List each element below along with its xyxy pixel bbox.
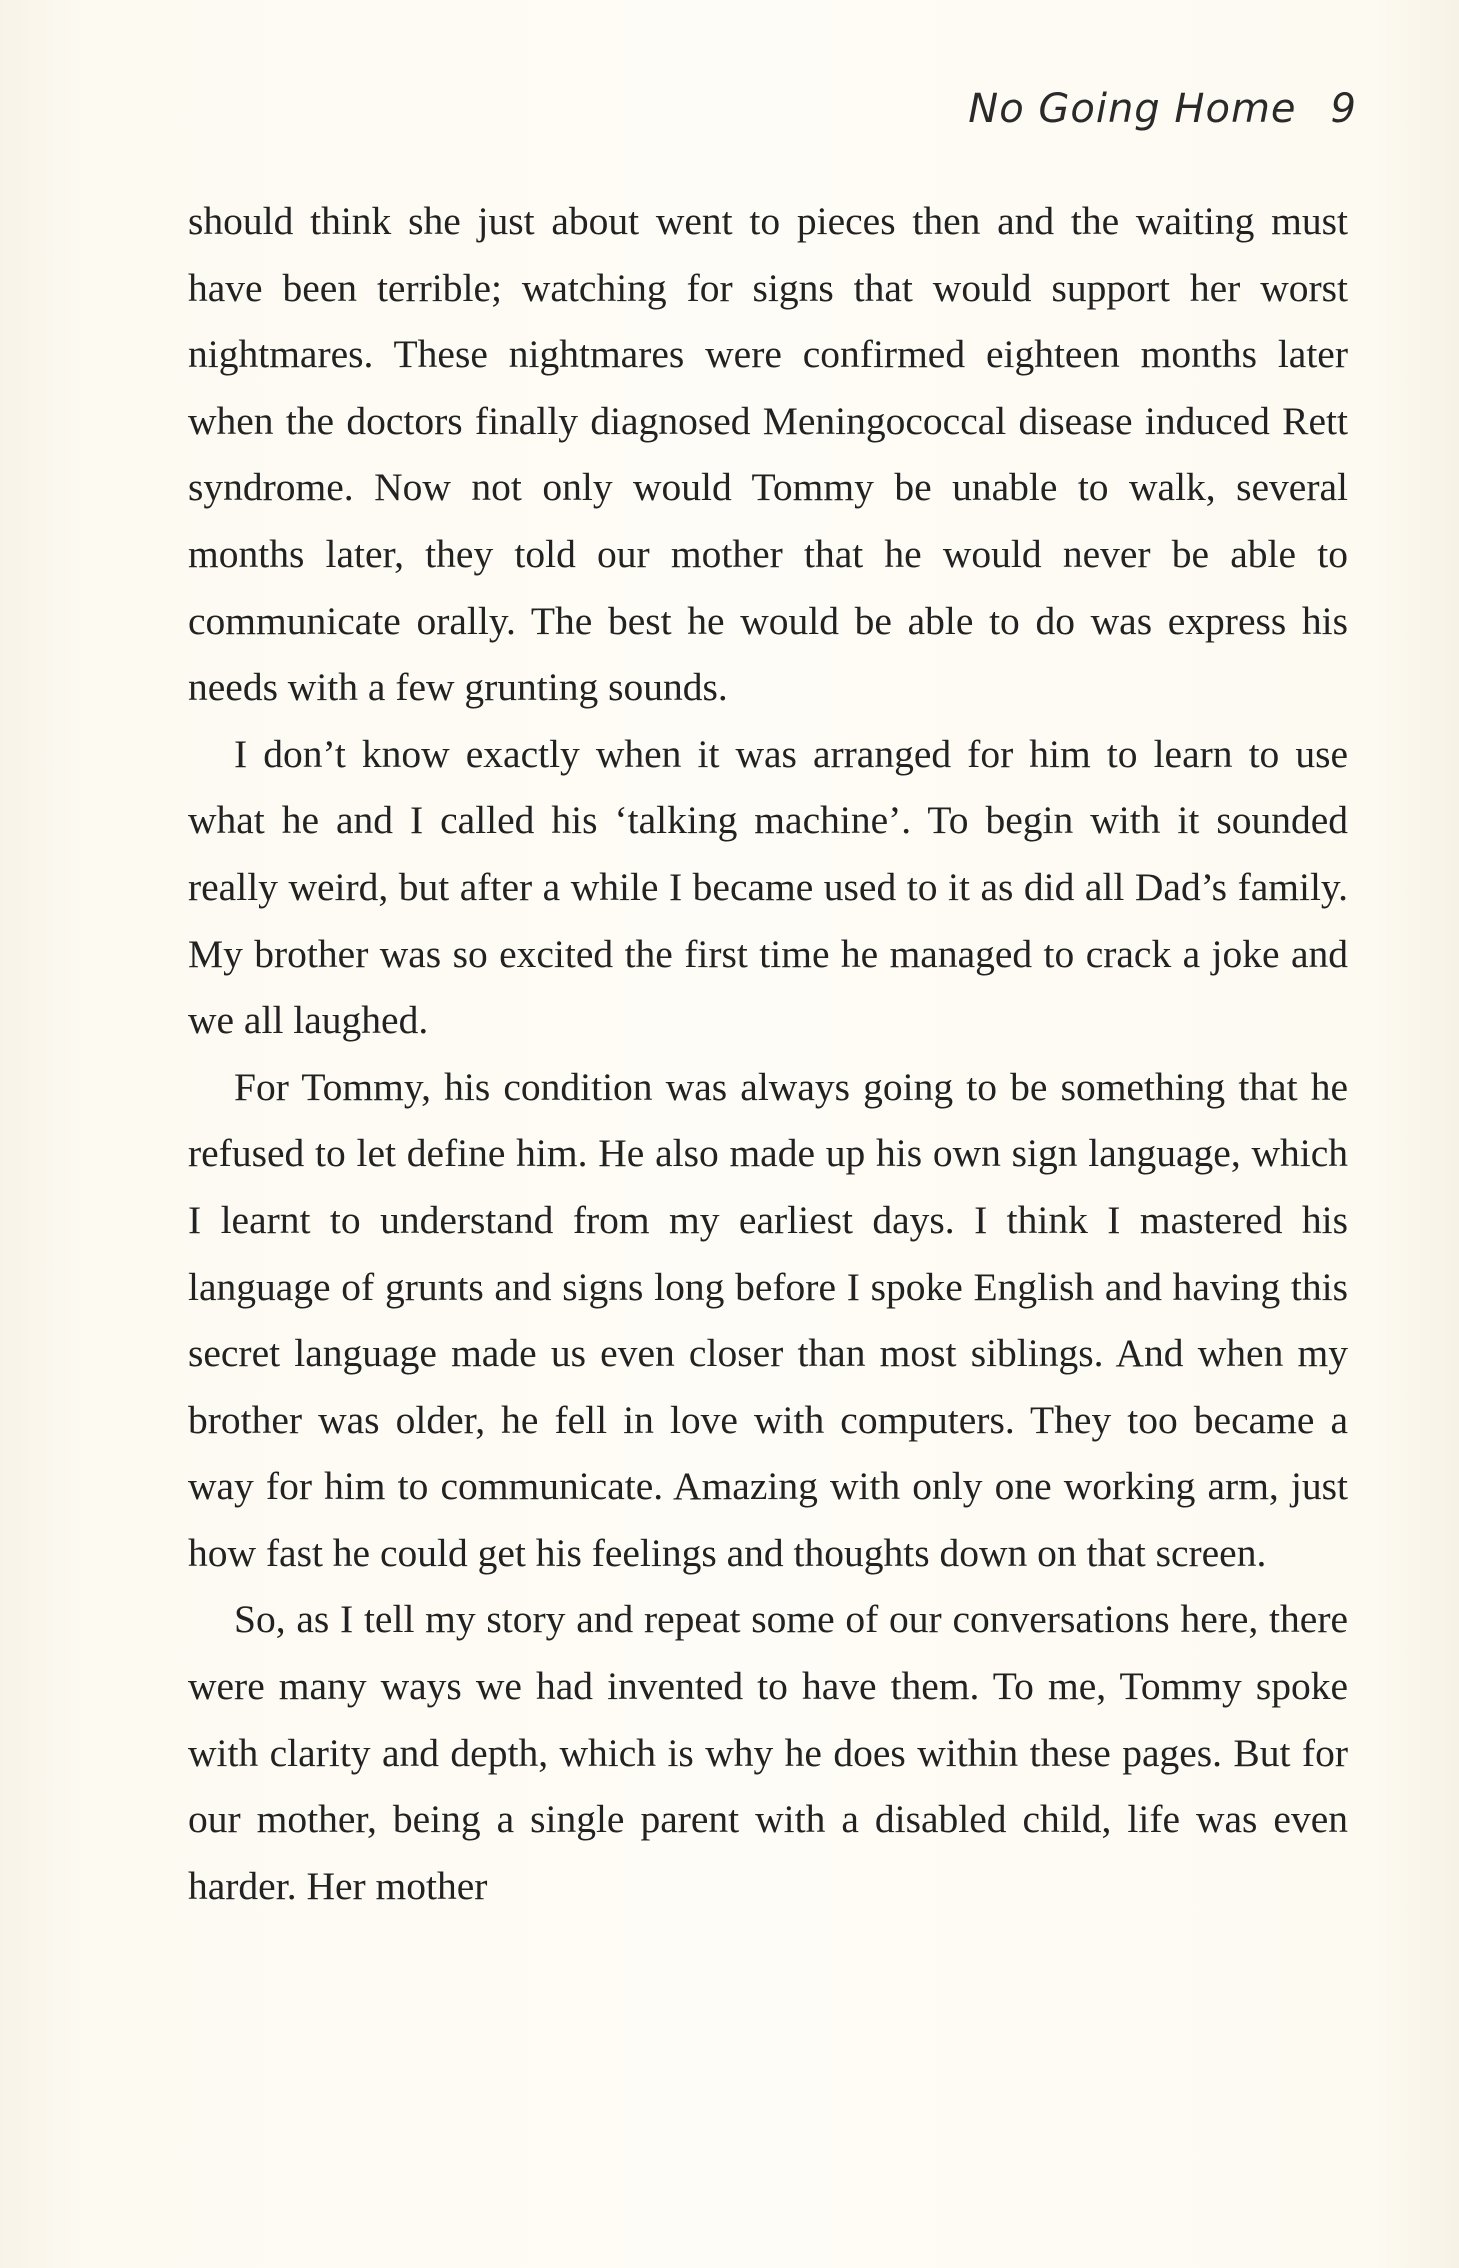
body-text [188, 188, 1348, 1919]
paragraph-1: should think she just about went to pieces then and the waiting must have been terrible; watching for signs that would support her worst nightmares. These nightmares were confirmed eighteen months later when the doctors finally diagnosed Meningococcal disease induced Rett syndrome. Now not only would Tommy be unable to walk, several months later, they told our mother that he would never be able to communicate orally. The best he would be able to do was express his needs with a few grunting sounds. [188, 199, 1348, 710]
running-title: No Going Home [968, 86, 1297, 132]
paragraph-2: I don’t know exactly when it was arranged for him to learn to use what he and I called his ‘talking machine’. To begin with it sounded really weird, but after a while I became used to it as did all Dad’s family. My brother was so excited the first time he managed to crack a joke and we all laughed. [188, 731, 1348, 1043]
paragraph-3: For Tommy, his condition was always going to be something that he refused to let define him. He also made up his own sign language, which I learnt to understand from my earliest days. I think I mastered his language of grunts and signs long before I spoke English and having this secret language made us even closer than most siblings. And when my brother was older, he fell in love with computers. They too became a way for him to communicate. Amazing with only one working arm, just how fast he could get his feelings and thoughts down on that screen. [188, 1064, 1348, 1575]
paragraph-4: So, as I tell my story and repeat some of our conversations here, there were many ways we had invented to have them. To me, Tommy spoke with clarity and depth, which is why he does within these pages. But for our mother, being a single parent with a disabled child, life was even harder. Her mother [188, 1597, 1348, 1908]
running-head [968, 86, 1357, 132]
page-number: 9 [1330, 86, 1357, 132]
